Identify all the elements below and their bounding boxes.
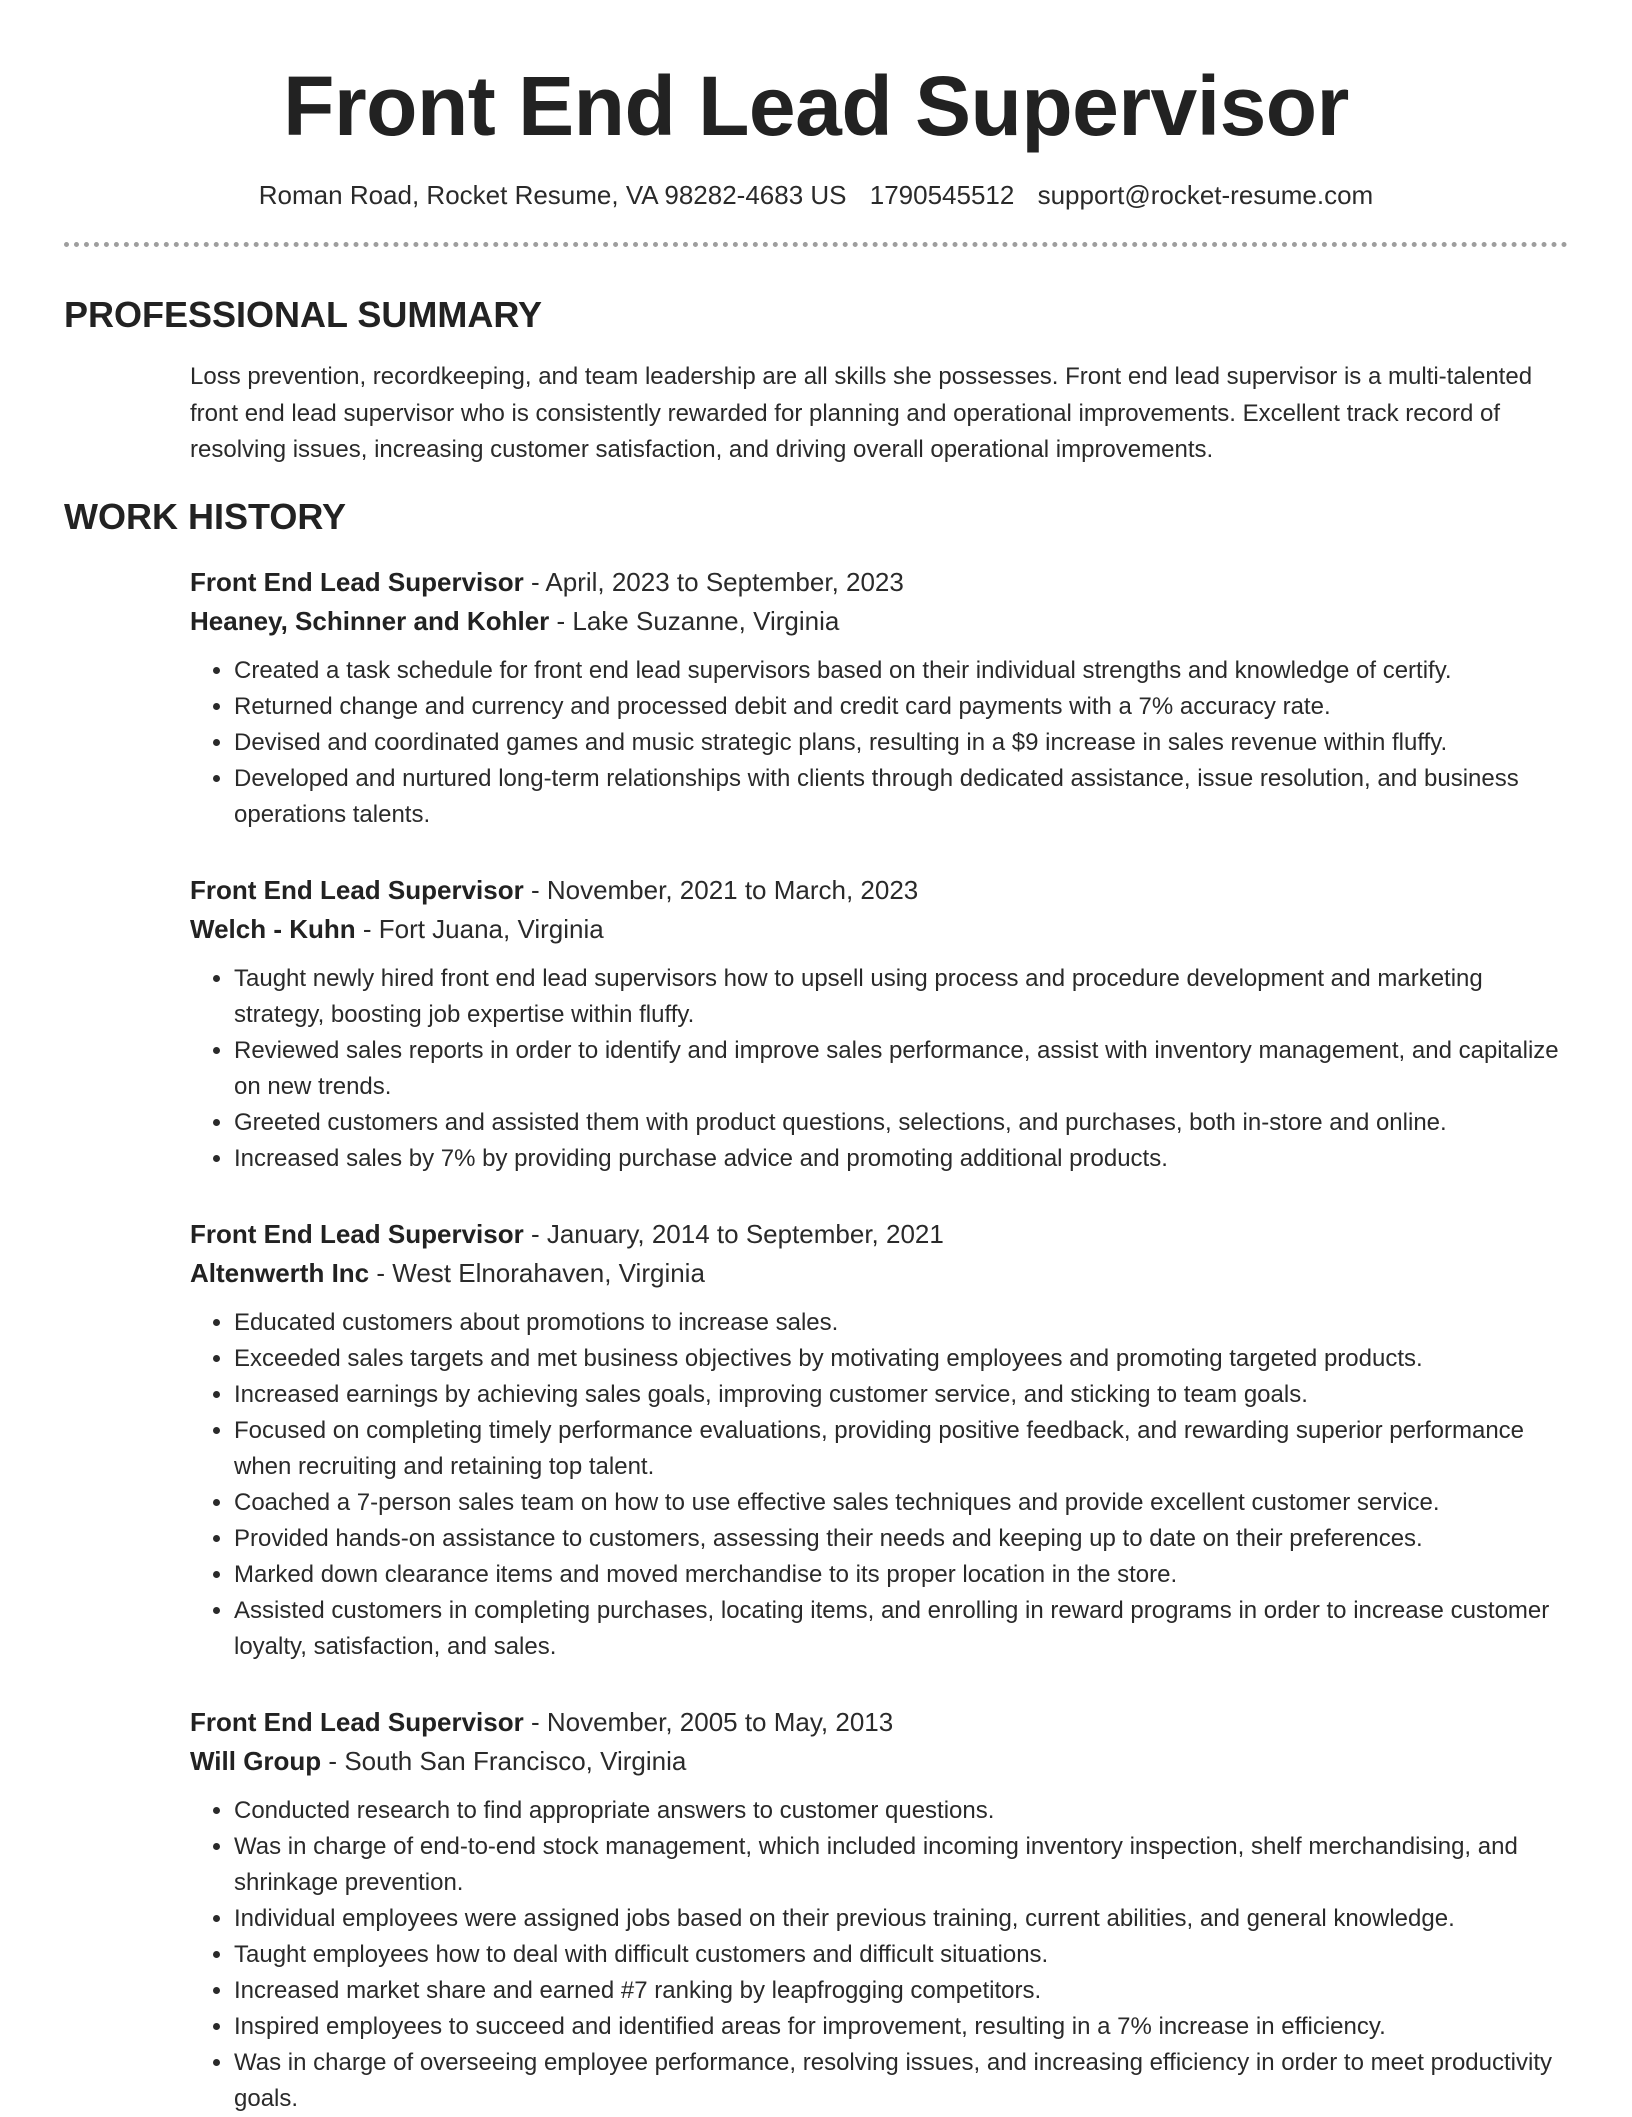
contact-phone: 1790545512 xyxy=(869,180,1015,210)
separator: - xyxy=(321,1745,345,1776)
job-title-line xyxy=(190,1703,1568,1742)
job-bullet: • Exceeded sales targets and met business objectives by motivating employees and promoting targeted products. xyxy=(234,1341,1568,1377)
job-bullet: • Increased sales by 7% by providing purchase advice and promoting additional products. xyxy=(234,1141,1568,1177)
job-company: Altenwerth Inc xyxy=(190,1257,370,1288)
work-history-list xyxy=(190,563,1568,2117)
job-role: Front End Lead Supervisor xyxy=(190,1706,524,1737)
job-company: Welch - Kuhn xyxy=(190,913,356,944)
job-bullet: • Inspired employees to succeed and identified areas for improvement, resulting in a 7% increase in efficiency. xyxy=(234,2009,1568,2045)
job-company-line xyxy=(190,602,1568,641)
job-bullet: • Increased earnings by achieving sales goals, improving customer service, and sticking to team goals. xyxy=(234,1377,1568,1413)
job-entry xyxy=(190,1215,1568,1665)
job-company-line xyxy=(190,1254,1568,1293)
job-location: Lake Suzanne, Virginia xyxy=(572,605,840,636)
job-location: West Elnorahaven, Virginia xyxy=(392,1257,705,1288)
job-role: Front End Lead Supervisor xyxy=(190,566,524,597)
job-bullet: • Increased market share and earned #7 ranking by leapfrogging competitors. xyxy=(234,1973,1568,2009)
candidate-name: Front End Lead Supervisor xyxy=(283,59,1349,153)
separator: - xyxy=(523,1218,547,1249)
job-company: Heaney, Schinner and Kohler xyxy=(190,605,550,636)
summary-text: Loss prevention, recordkeeping, and team leadership are all skills she possesses. Front end lead supervisor is a multi-talented front end lead supervisor who is consistently rewarded for planning and operational improvements. Excellent track record of resolving issues, increasing customer satisfaction, and driving overall operational improvements. xyxy=(190,363,1533,463)
job-bullet: • Provided hands-on assistance to customers, assessing their needs and keeping up to date on their preferences. xyxy=(234,1521,1568,1557)
job-bullet: • Educated customers about promotions to increase sales. xyxy=(234,1305,1568,1341)
job-bullet: • Developed and nurtured long-term relationships with clients through dedicated assistance, issue resolution, and business operations talents. xyxy=(234,761,1568,833)
job-location: Fort Juana, Virginia xyxy=(378,913,604,944)
job-bullets xyxy=(190,1305,1568,1665)
job-bullet: • Was in charge of overseeing employee performance, resolving issues, and increasing efficiency in order to meet productivity goals. xyxy=(234,2045,1568,2117)
job-location: South San Francisco, Virginia xyxy=(344,1745,687,1776)
job-entry xyxy=(190,871,1568,1177)
resume-header xyxy=(64,0,1568,212)
separator: - xyxy=(369,1257,393,1288)
job-role: Front End Lead Supervisor xyxy=(190,874,524,905)
summary-heading: PROFESSIONAL SUMMARY xyxy=(64,294,543,335)
job-company-line xyxy=(190,1742,1568,1781)
job-dates: November, 2021 to March, 2023 xyxy=(546,874,919,905)
job-bullets xyxy=(190,653,1568,833)
separator: - xyxy=(523,566,546,597)
job-bullet: • Returned change and currency and processed debit and credit card payments with a 7% accuracy rate. xyxy=(234,689,1568,725)
contact-line xyxy=(64,178,1568,212)
header-divider xyxy=(64,242,1568,247)
job-role: Front End Lead Supervisor xyxy=(190,1218,524,1249)
contact-address: Roman Road, Rocket Resume, VA 98282-4683 US xyxy=(258,180,847,210)
job-bullet: • Taught employees how to deal with difficult customers and difficult situations. xyxy=(234,1937,1568,1973)
job-company-line xyxy=(190,910,1568,949)
job-bullet: • Marked down clearance items and moved merchandise to its proper location in the store. xyxy=(234,1557,1568,1593)
job-title-line xyxy=(190,1215,1568,1254)
job-bullet: • Created a task schedule for front end lead supervisors based on their individual strengths and knowledge of certify. xyxy=(234,653,1568,689)
job-company: Will Group xyxy=(190,1745,322,1776)
job-bullet: • Focused on completing timely performance evaluations, providing positive feedback, and rewarding superior performance when recruiting and retaining top talent. xyxy=(234,1413,1568,1485)
job-bullet: • Reviewed sales reports in order to identify and improve sales performance, assist with inventory management, and capitalize on new trends. xyxy=(234,1033,1568,1105)
separator: - xyxy=(355,913,379,944)
job-dates: November, 2005 to May, 2013 xyxy=(546,1706,894,1737)
job-bullets xyxy=(190,961,1568,1177)
job-bullets xyxy=(190,1793,1568,2117)
job-dates: April, 2023 to September, 2023 xyxy=(545,566,904,597)
job-bullet: • Greeted customers and assisted them with product questions, selections, and purchases, both in-store and online. xyxy=(234,1105,1568,1141)
separator: - xyxy=(523,874,547,905)
job-title-line xyxy=(190,563,1568,602)
job-bullet: • Devised and coordinated games and music strategic plans, resulting in a $9 increase in sales revenue within fluffy. xyxy=(234,725,1568,761)
job-bullet: • Assisted customers in completing purchases, locating items, and enrolling in reward programs in order to increase customer loyalty, satisfaction, and sales. xyxy=(234,1593,1568,1665)
job-bullet: • Taught newly hired front end lead supervisors how to upsell using process and procedure development and marketing strategy, boosting job expertise within fluffy. xyxy=(234,961,1568,1033)
job-dates: January, 2014 to September, 2021 xyxy=(546,1218,944,1249)
job-bullet: • Conducted research to find appropriate answers to customer questions. xyxy=(234,1793,1568,1829)
job-bullet: • Coached a 7-person sales team on how to use effective sales techniques and provide excellent customer service. xyxy=(234,1485,1568,1521)
separator: - xyxy=(523,1706,547,1737)
job-entry xyxy=(190,1703,1568,2117)
contact-email: support@rocket-resume.com xyxy=(1037,180,1374,210)
separator: - xyxy=(549,605,573,636)
work-history-heading: WORK HISTORY xyxy=(64,495,347,537)
job-entry xyxy=(190,563,1568,833)
job-bullet: • Was in charge of end-to-end stock management, which included incoming inventory inspection, shelf merchandising, and shrinkage prevention. xyxy=(234,1829,1568,1901)
job-bullet: • Individual employees were assigned jobs based on their previous training, current abilities, and general knowledge. xyxy=(234,1901,1568,1937)
job-title-line xyxy=(190,871,1568,910)
